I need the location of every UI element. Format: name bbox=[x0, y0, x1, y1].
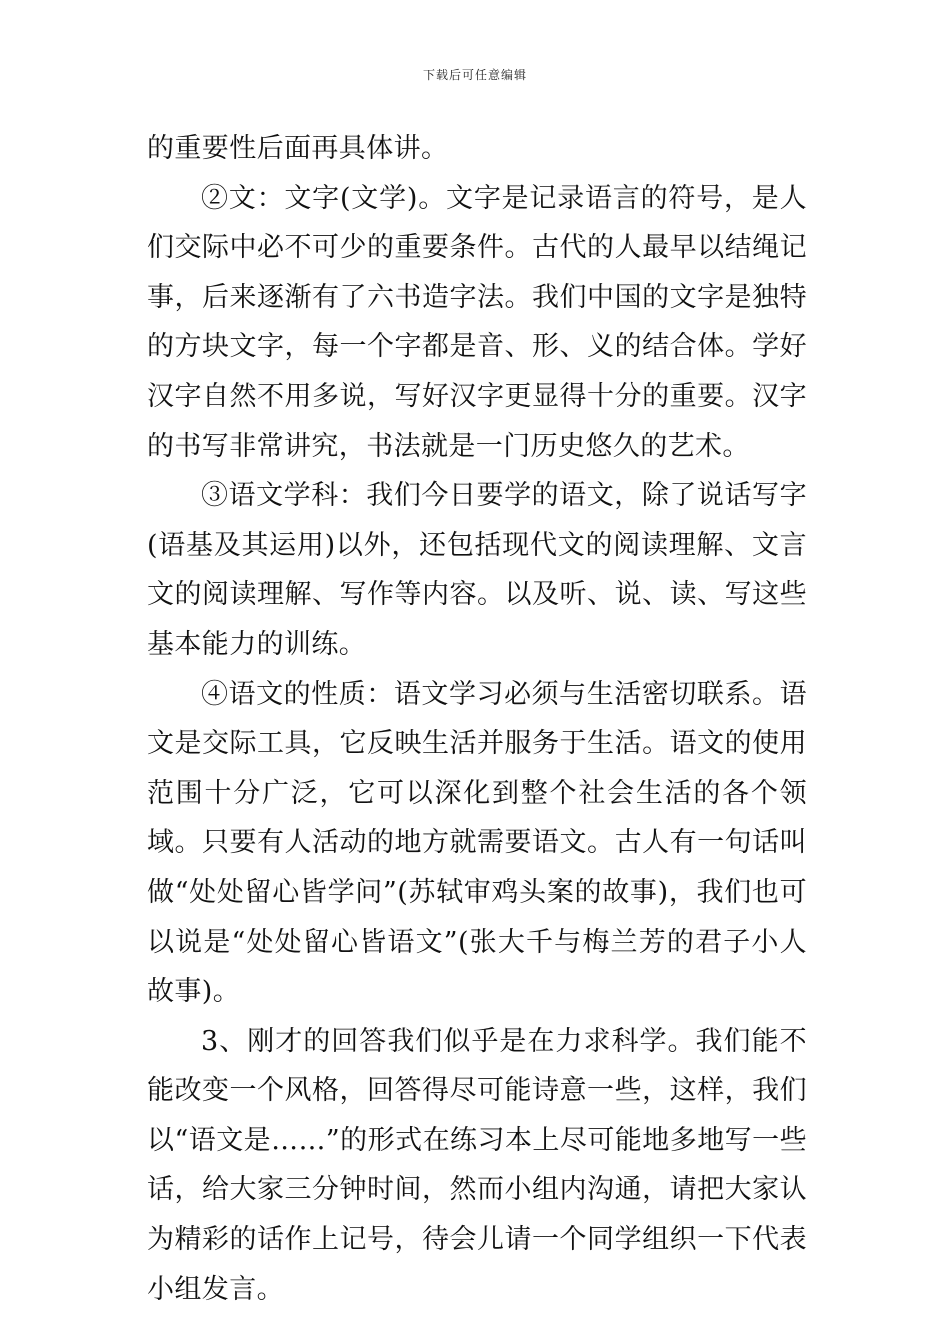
paragraph-chinese-subject: ③语文学科：我们今日要学的语文，除了说话写字(语基及其运用)以外，还包括现代文的阅读理解、文言文的阅读理解、写作等内容。以及听、说、读、写这些基本能力的训练。 bbox=[147, 480, 807, 660]
page-header: 下载后可任意编辑 bbox=[422, 68, 527, 82]
paragraph-wen-writing: ②文：文字(文学)。文字是记录语言的符号，是人们交际中必不可少的重要条件。古代的人最早以结绳记事，后来逐渐有了六书造字法。我们中国的文字是独特的方块文字，每一个字都是音、形、义的结合体。学好汉字自然不用多说，写好汉字更显得十分的重要。汉字的书写非常讲究，书法就是一门历史悠久的艺术。 bbox=[147, 182, 807, 462]
document-body bbox=[147, 124, 807, 1314]
paragraph-chinese-nature: ④语文的性质：语文学习必须与生活密切联系。语文是交际工具，它反映生活并服务于生活。语文的使用范围十分广泛，它可以深化到整个社会生活的各个领域。只要有人活动的地方就需要语文。古人有一句话叫做“处处留心皆学问”(苏轼审鸡头案的故事)，我们也可以说是“处处留心皆语文”(张大千与梅兰芳的君子小人故事)。 bbox=[147, 678, 807, 1008]
paragraph-continuation: 的重要性后面再具体讲。 bbox=[147, 133, 449, 164]
paragraph-poetic-answer: 3、刚才的回答我们似乎是在力求科学。我们能不能改变一个风格，回答得尽可能诗意一些，这样，我们以“语文是……”的形式在练习本上尽可能地多地写一些话，给大家三分钟时间，然而小组内沟通，请把大家认为精彩的话作上记号，待会儿请一个同学组织一下代表小组发言。 bbox=[147, 1025, 807, 1305]
